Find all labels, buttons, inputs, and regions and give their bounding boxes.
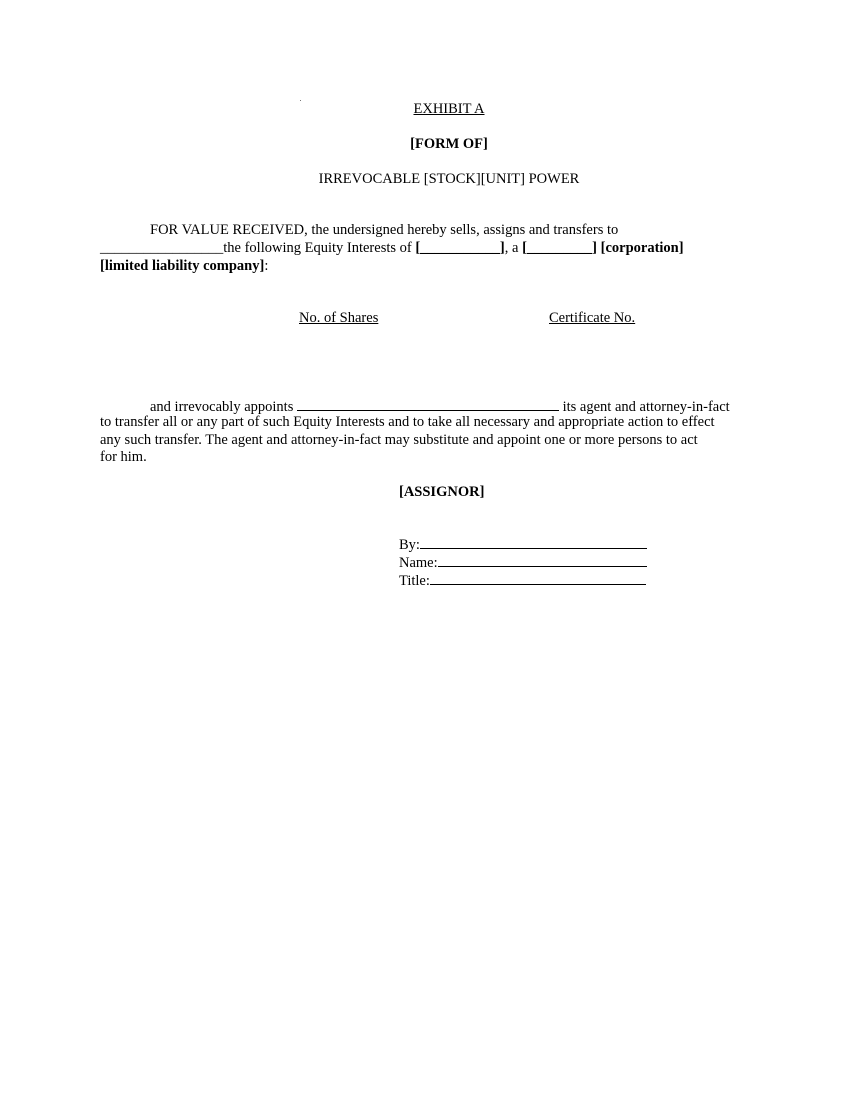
appoints-text: and irrevocably appoints	[150, 399, 294, 415]
transferee-blank: _________________	[100, 240, 224, 256]
certificate-column-header: Certificate No.	[549, 310, 636, 326]
title-signature-line	[430, 571, 646, 585]
comma-a-text: , a	[504, 240, 523, 256]
title-label: Title:	[399, 573, 430, 589]
appoint-line-2: to transfer all or any part of such Equity Interests and to take all necessary and appropriate action to effect	[100, 414, 715, 430]
colon-text: :	[264, 258, 269, 274]
transfer-line-1: FOR VALUE RECEIVED, the undersigned hereby sells, assigns and transfers to	[150, 222, 619, 238]
by-signature-line	[420, 535, 647, 549]
corporation-bracket: [corporation]	[597, 240, 684, 256]
appoint-line-4: for him.	[100, 449, 147, 465]
transfer-line-3	[100, 258, 268, 275]
signature-name-row	[399, 553, 647, 572]
by-label: By:	[399, 537, 420, 553]
document-title: IRREVOCABLE [STOCK][UNIT] POWER	[318, 171, 580, 187]
name-signature-line	[438, 553, 647, 567]
appoint-line-3: any such transfer. The agent and attorney-in-fact may substitute and appoint one or more persons to act	[100, 432, 698, 448]
name-label: Name:	[399, 555, 438, 571]
equity-interests-text: the following Equity Interests of	[223, 240, 416, 256]
jurisdiction-bracket: [_________]	[522, 240, 597, 256]
signature-by-row	[399, 535, 647, 554]
signature-title-row	[399, 571, 646, 590]
shares-column-header: No. of Shares	[299, 310, 379, 326]
form-of-heading: [FORM OF]	[410, 136, 488, 152]
transfer-line-2	[100, 240, 684, 257]
exhibit-heading: EXHIBIT A	[413, 101, 485, 117]
agent-text: its agent and attorney-in-fact	[562, 399, 730, 415]
attorney-blank-line	[297, 397, 559, 411]
company-name-bracket: [___________]	[415, 240, 505, 256]
assignor-label: [ASSIGNOR]	[399, 484, 485, 500]
llc-bracket: [limited liability company]	[100, 258, 265, 274]
